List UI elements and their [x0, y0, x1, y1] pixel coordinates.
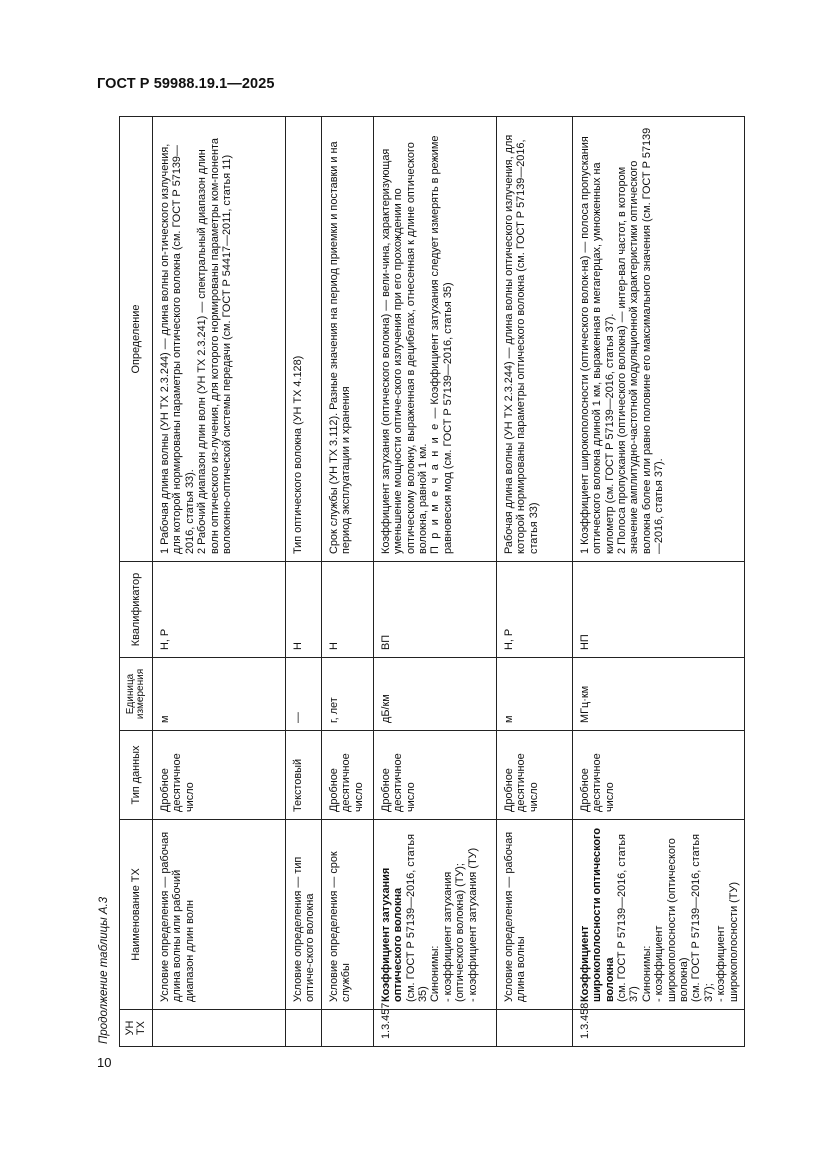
definition-line: 1 Рабочая длина волны (УН ТХ 2.3.244) — длина волны оп-тического излучения, для которой нормированы параметры оптического волокна (см. ГОСТ Р 57139—2016, статья 33). [159, 143, 196, 554]
characteristic-title: Коэффициент затухания оптического волокна [379, 867, 405, 1002]
table-continuation-caption: Продолжение таблицы А.3 [98, 896, 110, 1044]
cell-unit: — [286, 658, 322, 731]
name-line: - коэффициент широкополосности (ТУ) [715, 881, 740, 1002]
definition-line: Срок службы (УН ТХ 3.112). Разные значения на период приемки и поставки и на период эксплуатации и хранения [327, 141, 353, 554]
characteristics-table [119, 116, 745, 1047]
cell-name [572, 820, 744, 1010]
name-line: - коэффициент широкополосности (оптического волокна) [653, 838, 691, 1002]
definition-line: 1 Коэффициент широкополосности (оптического волок-на) — полоса пропускания оптического волокна длиной 1 км, выраженная в мегагерцах, умноженных на километр (см. ГОСТ Р 57139—2016, статья 37). [578, 136, 616, 554]
definition-line: 2 Полоса пропускания (оптического волокна) — интер-вал частот, в котором значение амплитудно-частотной модуляционной характеристики оптического волокна более или равно половине его максимального значения (см. ГОСТ Р 57139—2016, статья 37). [616, 127, 666, 554]
name-line: (см. ГОСТ Р 57139—2016, статья 35) [404, 834, 430, 1002]
page-number: 10 [97, 1055, 112, 1070]
name-line: - коэффициент затухания (ТУ) [466, 847, 479, 1002]
definition-line: 2 Рабочий диапазон длин волн (УН ТХ 2.3.241) — спектральный диапазон длин волн оптического из-лучения, для которого нормированы параметры ком-понента волоконно-оптической системы передачи (см. ГОСТ Р 54417—2011, статья 11) [196, 138, 234, 554]
name-line: Синонимы: [640, 945, 653, 1002]
cell-definition [572, 117, 744, 562]
cell-unit: м [153, 658, 286, 731]
cell-data-type: Дробное десятичное число [496, 731, 572, 820]
cell-data-type: Текстовый [286, 731, 322, 820]
table-row [321, 117, 373, 1047]
name-line: (см. ГОСТ Р 57139—2016, статья 37); [690, 834, 715, 1002]
cell-qualifier: НП [572, 562, 744, 658]
document-header: ГОСТ Р 59988.19.1—2025 [97, 76, 275, 92]
cell-data-type: Дробное десятичное число [321, 731, 373, 820]
cell-unit: дБ/км [373, 658, 496, 731]
cell-code [153, 1010, 286, 1047]
cell-unit: МГц·км [572, 658, 744, 731]
cell-data-type: Дробное десятичное число [153, 731, 286, 820]
cell-qualifier: Н [321, 562, 373, 658]
name-line: (см. ГОСТ Р 57139—2016, статья 37) [616, 834, 641, 1002]
note-label: П р и м е ч а н и е [429, 421, 442, 554]
table-row [153, 117, 286, 1047]
cell-qualifier: Н, Р [496, 562, 572, 658]
table-row [373, 117, 496, 1047]
cell-code [321, 1010, 373, 1047]
name-line: - коэффициент затухания (оптического волокна) (ТУ); [441, 863, 467, 1002]
cell-name: Условие определения — рабочая длина волны или рабочий диапазон длин волн [153, 820, 286, 1010]
cell-code: 1.3.457 [373, 1010, 496, 1047]
header-data-type: Тип данных [120, 731, 153, 820]
cell-data-type: Дробное десятичное число [572, 731, 744, 820]
cell-definition [286, 117, 322, 562]
definition-note [429, 124, 454, 554]
cell-qualifier: Н [286, 562, 322, 658]
cell-definition [496, 117, 572, 562]
header-definition: Определение [120, 117, 153, 562]
header-qualifier: Квалификатор [120, 562, 153, 658]
cell-definition [321, 117, 373, 562]
name-line: Синонимы: [429, 945, 442, 1002]
table-row [286, 117, 322, 1047]
table-row [496, 117, 572, 1047]
rotated-table-area [95, 117, 740, 1047]
header-code: УН ТХ [120, 1010, 153, 1047]
cell-unit: м [496, 658, 572, 731]
table-row [572, 117, 744, 1047]
cell-code: 1.3.458 [572, 1010, 744, 1047]
cell-name: Условие определения — тип оптиче-ского волокна [286, 820, 322, 1010]
cell-definition [153, 117, 286, 562]
cell-code [496, 1010, 572, 1047]
header-name: Наименование ТХ [120, 820, 153, 1010]
cell-unit: г, лет [321, 658, 373, 731]
note-text: — Коэффициент затухания следует измерять в режиме равновесия мод (см. ГОСТ Р 57139—2016, статья 35) [429, 135, 454, 554]
cell-code [286, 1010, 322, 1047]
definition-line: Тип оптического волокна (УН ТХ 4.128) [292, 355, 304, 554]
cell-name: Условие определения — срок службы [321, 820, 373, 1010]
cell-qualifier: Н, Р [153, 562, 286, 658]
characteristic-title: Коэффициент широкополосности оптического волокна [578, 827, 616, 1002]
cell-qualifier: ВП [373, 562, 496, 658]
cell-definition [373, 117, 496, 562]
cell-name [373, 820, 496, 1010]
table-header-row [120, 117, 153, 1047]
definition-line: Рабочая длина волны (УН ТХ 2.3.244) — длина волны оптического излучения, для которой нормированы параметры оптического волокна (см. ГОСТ Р 57139—2016, статья 33) [502, 134, 540, 554]
header-unit: Единица измерения [120, 658, 153, 731]
cell-name: Условие определения — рабочая длина волны [496, 820, 572, 1010]
cell-data-type: Дробное десятичное число [373, 731, 496, 820]
definition-line: Коэффициент затухания (оптического волокна) — вели-чина, характеризующая уменьшение мощности оптиче-ского излучения при его прохождении по оптическому волокну, выраженная в децибелах, отнесенная к длине оптического волокна, равной 1 км. [379, 142, 430, 554]
